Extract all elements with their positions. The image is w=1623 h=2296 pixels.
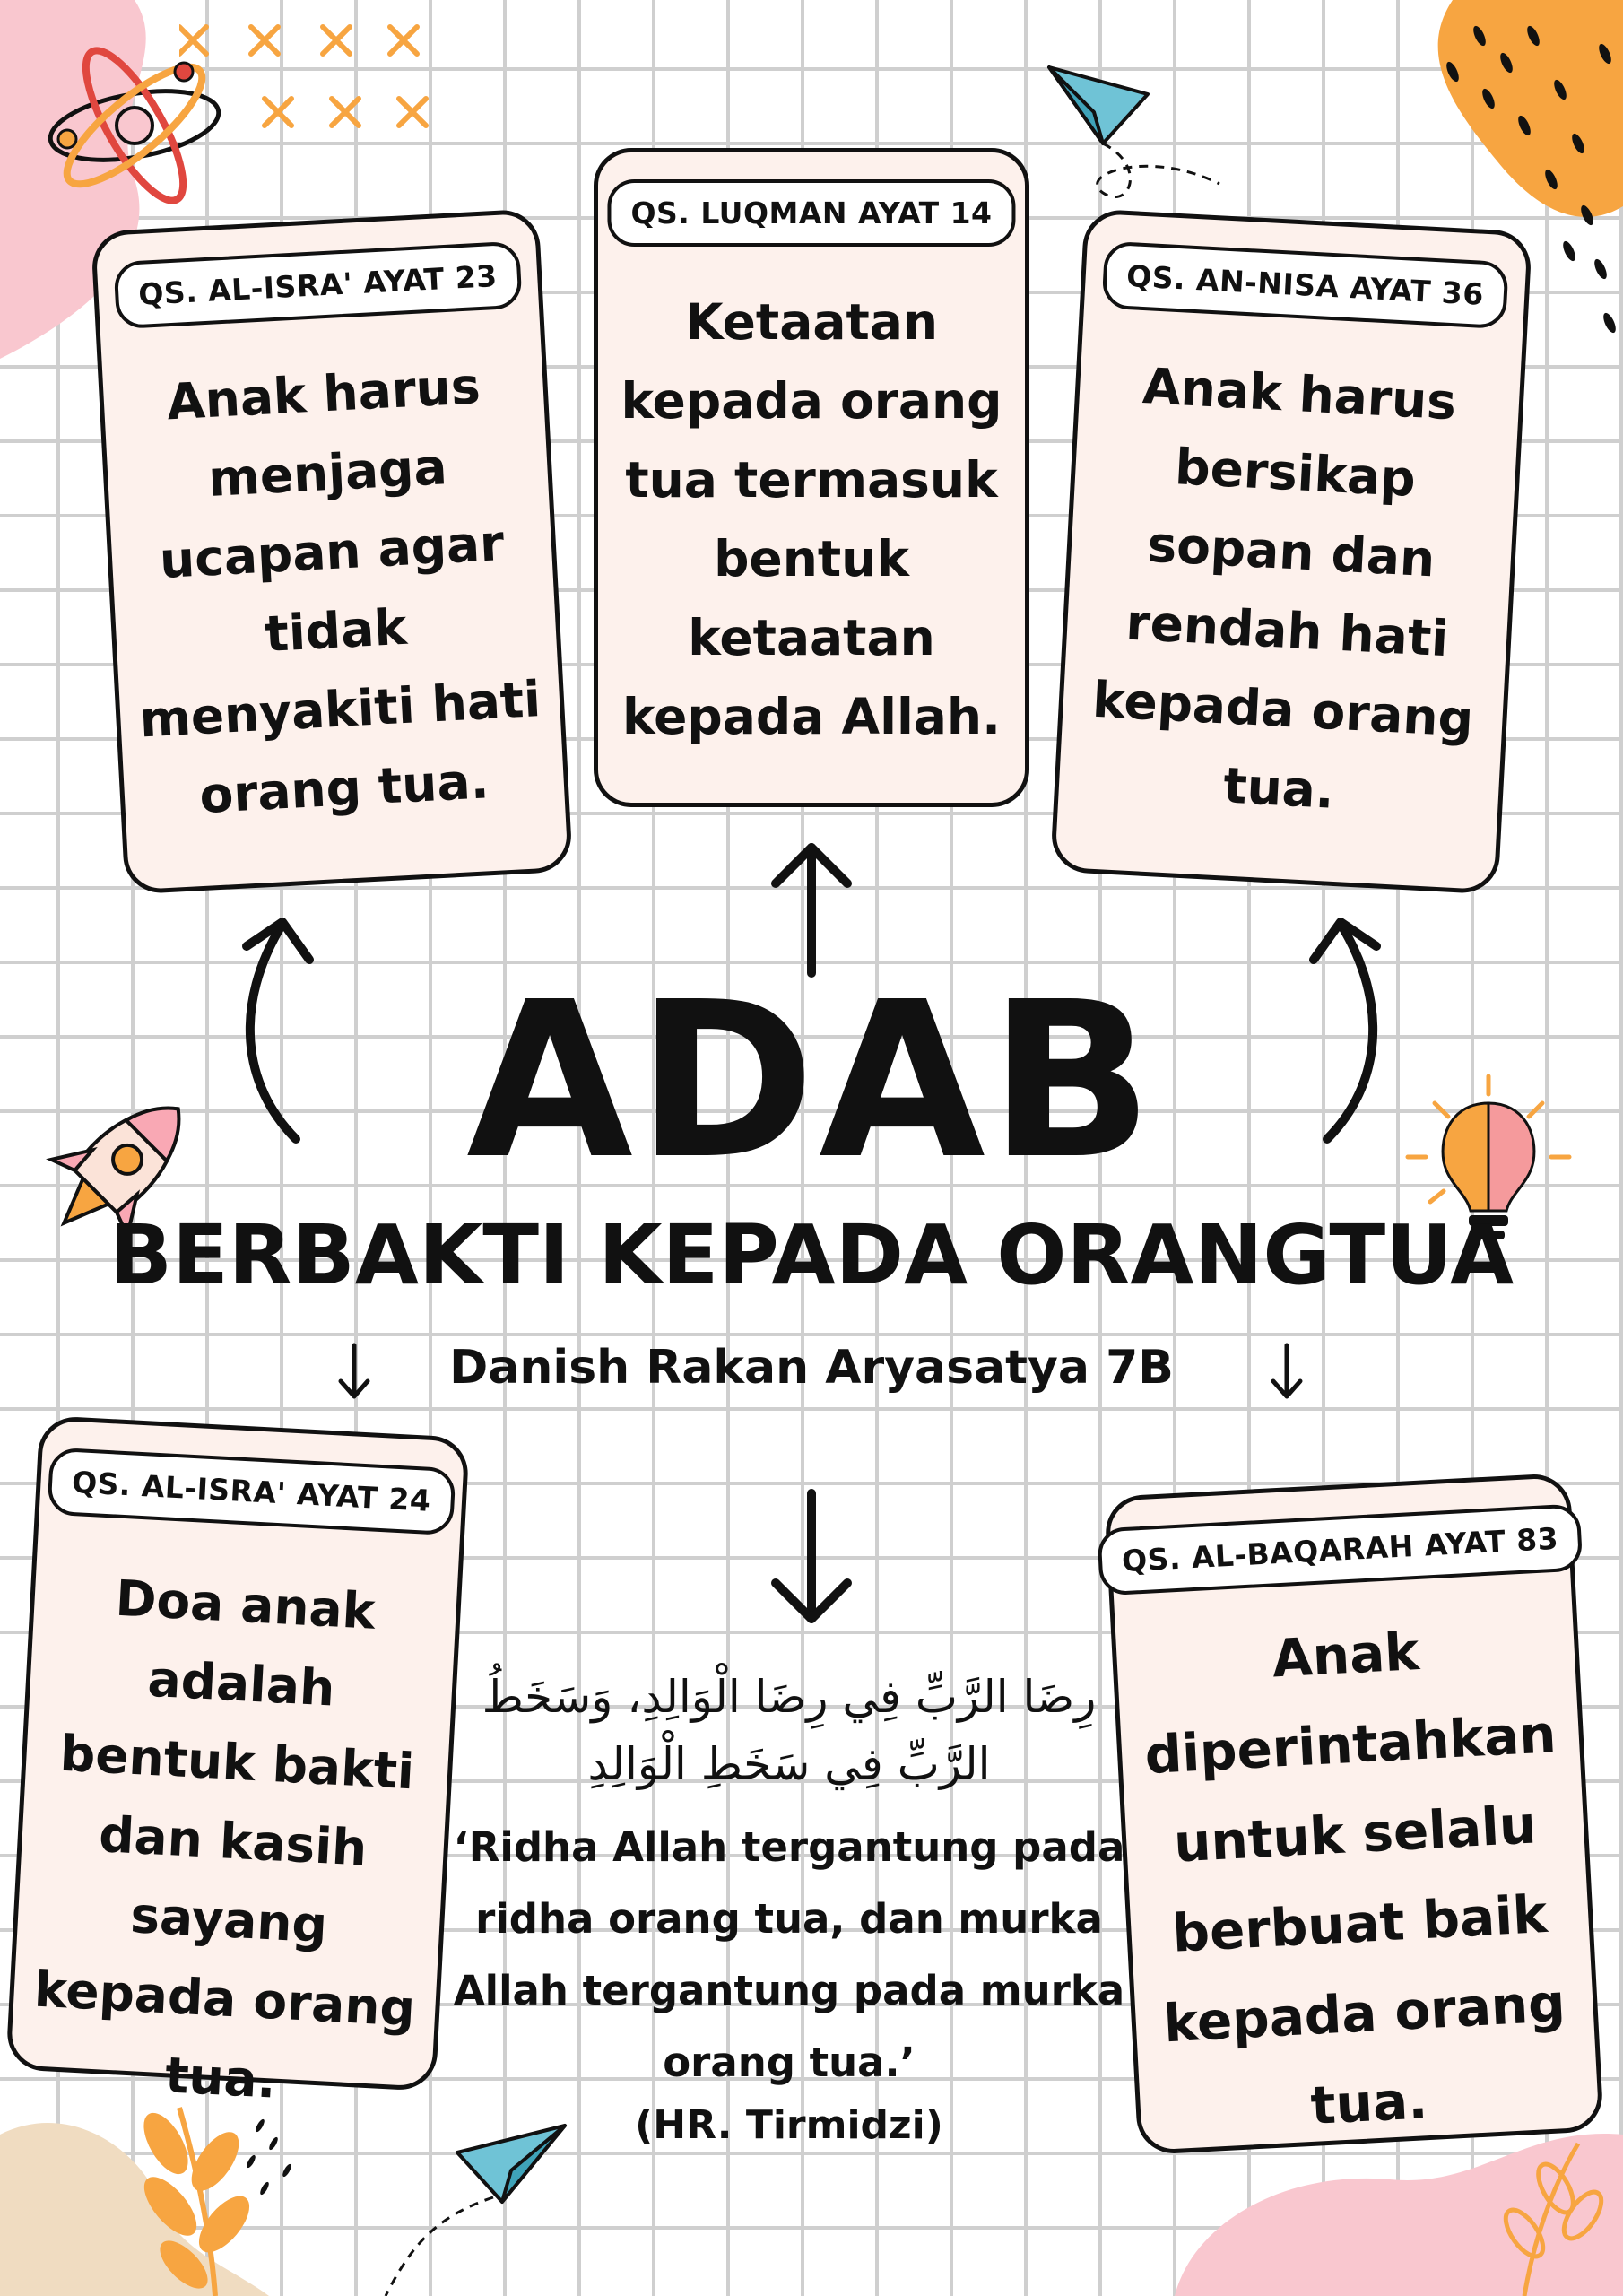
card-al-baqarah-83 bbox=[1104, 1473, 1604, 2155]
card-reference: QS. AL-BAQARAH AYAT 83 bbox=[1097, 1503, 1584, 1596]
hadith-translation: ‘Ridha Allah tergantung pada ridha orang tua, dan murka Allah tergantung pada murka orang tua.’ bbox=[453, 1823, 1125, 2086]
cross-pattern-icon bbox=[179, 18, 448, 152]
plant-right-icon bbox=[1471, 2135, 1623, 2296]
card-luqman-14 bbox=[594, 148, 1029, 807]
card-text: Doa anak adalah bentuk bakti dan kasih sayang kepada orang tua. bbox=[32, 1569, 417, 2109]
hadith-arabic: رِضَا الرَّبِّ فِي رِضَا الْوَالِدِ، وَسَخَطُ الرَّبِّ فِي سَخَطِ الْوَالِدِ bbox=[482, 1671, 1097, 1790]
arrow-down-center-icon bbox=[762, 1489, 861, 1628]
card-text: Anak diperintahkan untuk selalu berbuat baik kepada orang tua. bbox=[1142, 1621, 1567, 2136]
author-name: Danish Rakan Aryasatya 7B bbox=[449, 1341, 1174, 1395]
card-reference: QS. LUQMAN AYAT 14 bbox=[607, 179, 1015, 247]
card-reference: QS. AL-ISRA' AYAT 23 bbox=[113, 241, 522, 330]
card-an-nisa-36 bbox=[1050, 208, 1532, 894]
card-text: Anak harus bersikap sopan dan rendah hati kepada orang tua. bbox=[1090, 357, 1475, 820]
card-al-isra-24 bbox=[5, 1415, 470, 2109]
card-text: Anak harus menjaga ucapan agar tidak menyakiti hati orang tua. bbox=[137, 357, 542, 825]
card-reference: QS. AL-ISRA' AYAT 24 bbox=[47, 1448, 456, 1536]
card-text: Ketaatan kepada orang tua termasuk bentuk ketaatan kepada Allah. bbox=[621, 293, 1002, 745]
card-al-isra-23 bbox=[91, 208, 573, 894]
page-subtitle: BERBAKTI KEPADA ORANGTUA bbox=[108, 1207, 1515, 1303]
hadith-source: (HR. Tirmidzi) bbox=[635, 2102, 943, 2148]
page-title: ADAB bbox=[466, 955, 1157, 1206]
plant-icon bbox=[81, 2090, 314, 2296]
card-reference: QS. AN-NISA AYAT 36 bbox=[1101, 241, 1508, 329]
paper-plane-icon bbox=[1040, 58, 1237, 220]
